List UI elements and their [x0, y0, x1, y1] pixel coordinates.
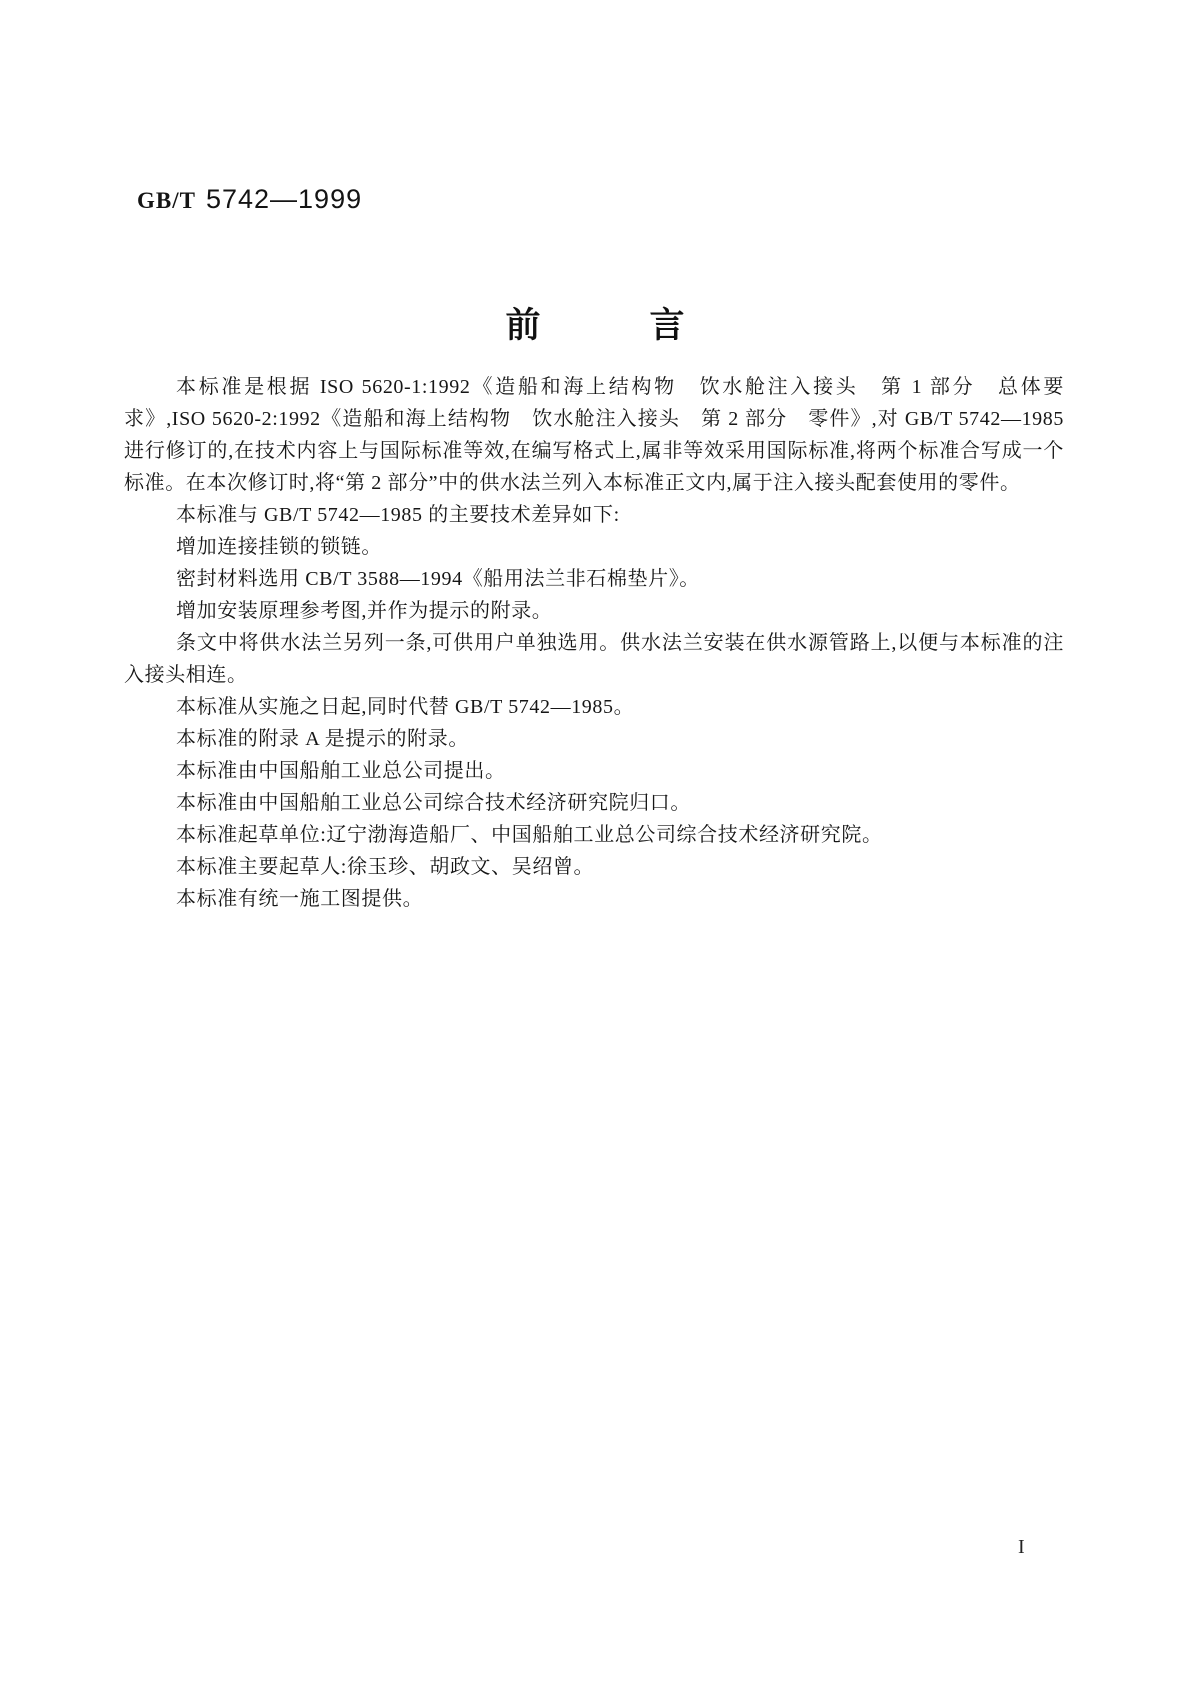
standard-designation [137, 184, 362, 215]
paragraph: 本标准从实施之日起,同时代替 GB/T 5742—1985。 [176, 696, 635, 718]
foreword-title: 前 言 [505, 306, 686, 345]
paragraph: 本标准有统一施工图提供。 [176, 888, 424, 910]
paragraph: 增加安装原理参考图,并作为提示的附录。 [176, 600, 553, 622]
paragraph: 本标准与 GB/T 5742—1985 的主要技术差异如下: [176, 504, 620, 526]
paragraph: 本标准是根据 ISO 5620-1:1992《造船和海上结构物 饮水舱注入接头 第 1 部分 总体要求》,ISO 5620-2:1992《造船和海上结构物 饮水舱注入接头 第 2 部分 零件》,对 GB/T 5742—1985 进行修订的,在技术内容上与国际标准等效,在编写格式上,属非等效采用国际标准,将两个标准合写成一个标准。在本次修订时,将“第 2 部分”中的供水法兰列入本标准正文内,属于注入接头配套使用的零件。 [124, 376, 1064, 494]
paragraph: 增加连接挂锁的锁链。 [176, 536, 382, 558]
page-number: I [1018, 1536, 1025, 1558]
paragraph: 本标准起草单位:辽宁渤海造船厂、中国船舶工业总公司综合技术经济研究院。 [176, 824, 883, 846]
standard-number: 5742—1999 [205, 184, 363, 214]
paragraph: 本标准主要起草人:徐玉珍、胡政文、吴绍曾。 [176, 856, 595, 878]
paragraph: 本标准由中国船舶工业总公司提出。 [176, 760, 506, 782]
paragraph: 条文中将供水法兰另列一条,可供用户单独选用。供水法兰安装在供水源管路上,以便与本标准的注入接头相连。 [124, 632, 1064, 686]
standard-code: GB/T [137, 188, 196, 213]
paragraph: 本标准由中国船舶工业总公司综合技术经济研究院归口。 [176, 792, 691, 814]
foreword-body [124, 371, 1064, 915]
paragraph: 本标准的附录 A 是提示的附录。 [176, 728, 469, 750]
paragraph: 密封材料选用 CB/T 3588—1994《船用法兰非石棉垫片》。 [176, 568, 700, 590]
